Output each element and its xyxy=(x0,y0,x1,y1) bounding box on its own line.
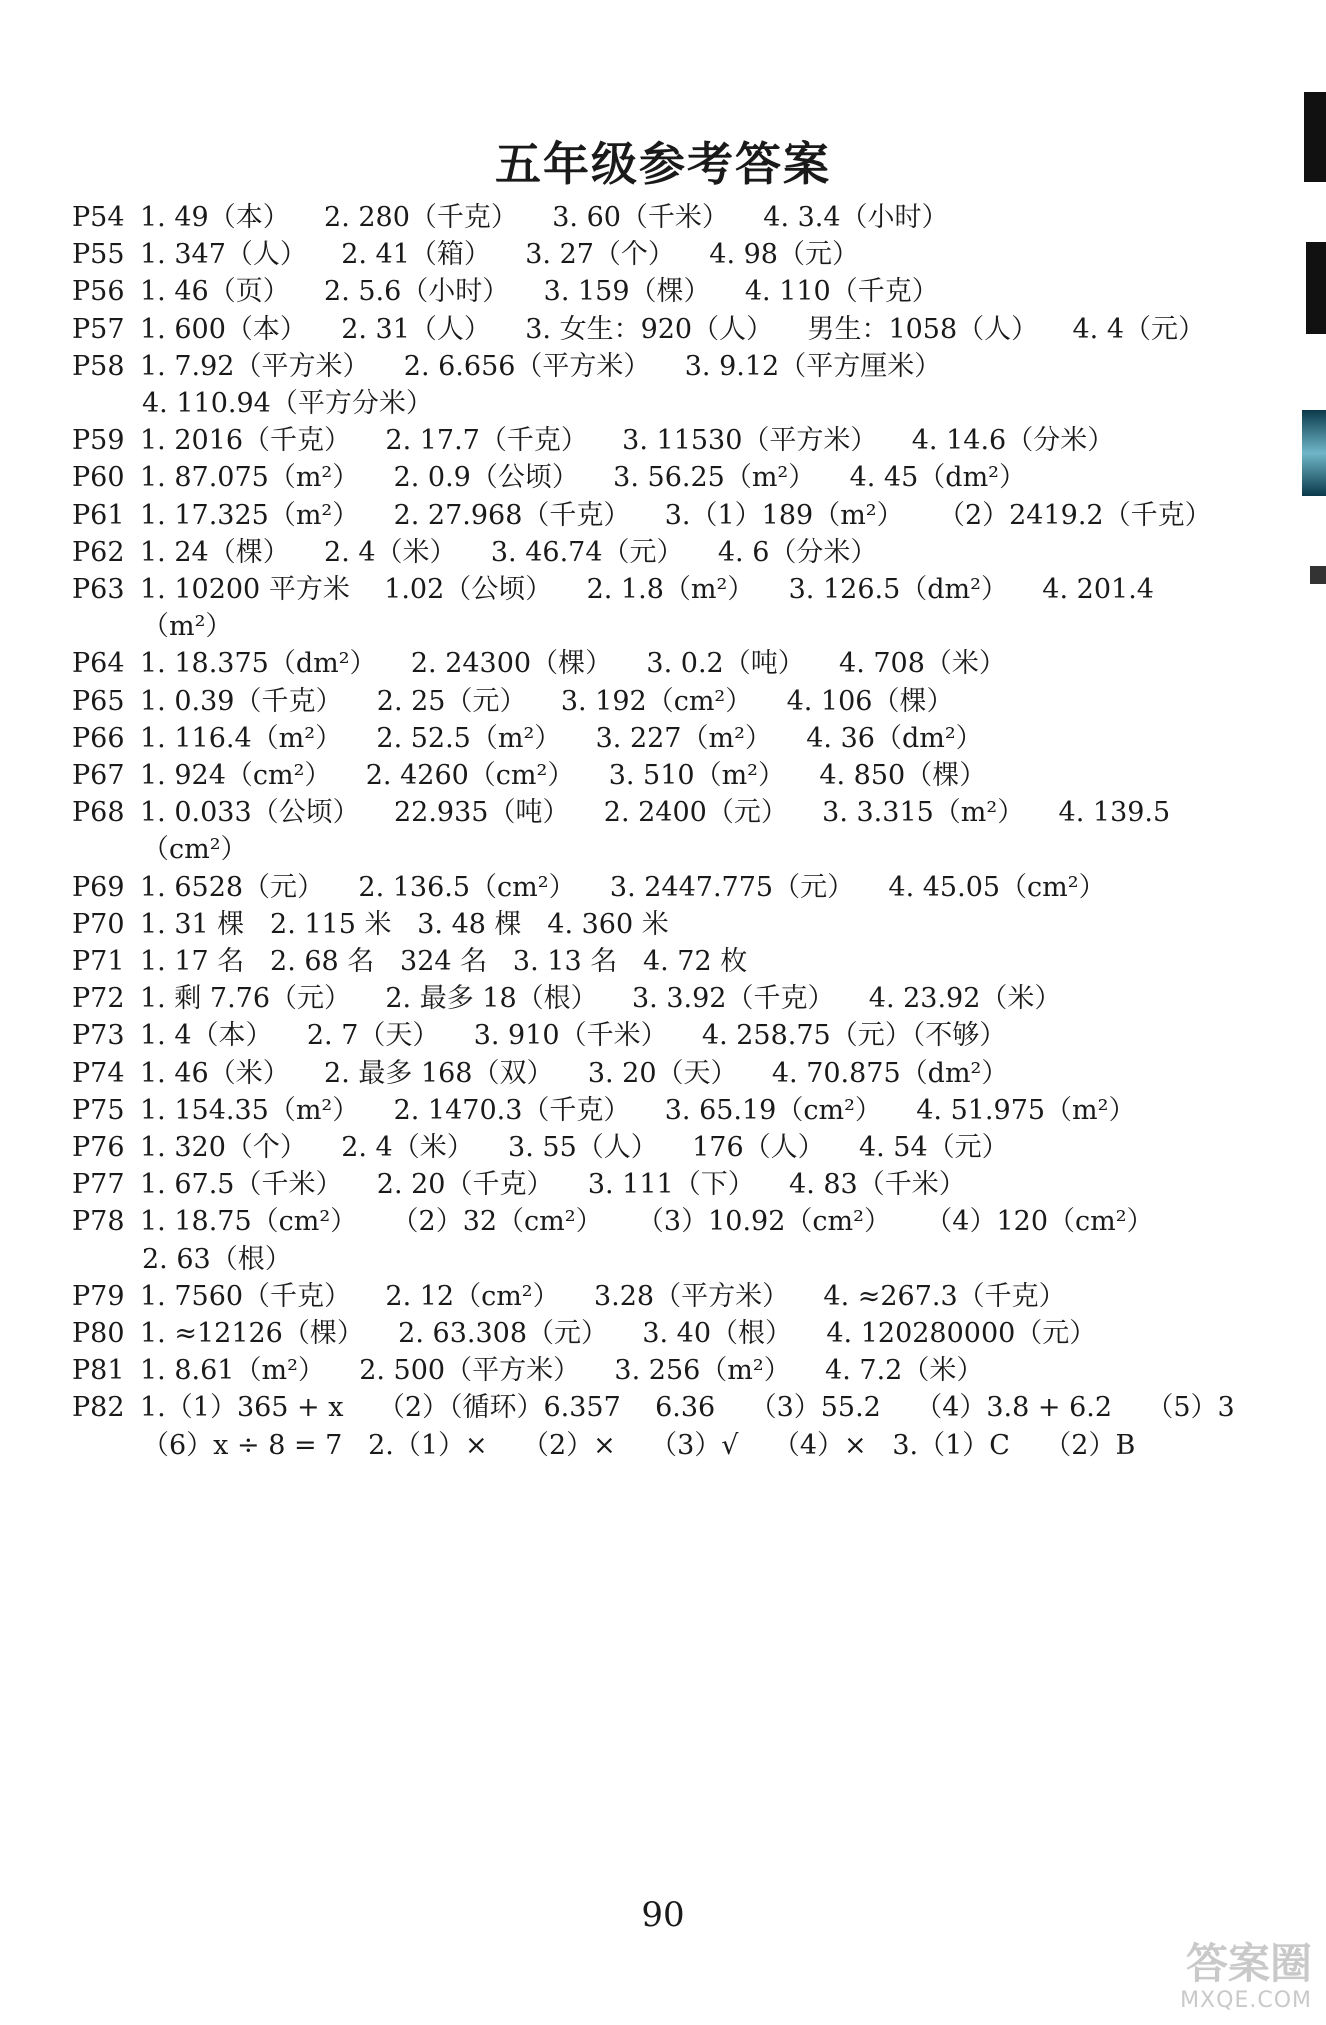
page-code: P59 xyxy=(72,425,125,457)
page-code: P65 xyxy=(72,685,125,717)
page-title: 五年级参考答案 xyxy=(495,137,831,191)
page-code: P55 xyxy=(72,239,125,271)
page-code: P62 xyxy=(72,536,125,568)
page-code: P61 xyxy=(72,499,125,531)
answer-text: 1. 31 棵 2. 115 米 3. 48 棵 4. 360 米 xyxy=(140,908,669,940)
page-code: P81 xyxy=(72,1355,125,1387)
answer-text: 1. 67.5（千米） 2. 20（千克） 3. 111（下） 4. 83（千米） xyxy=(140,1169,966,1201)
answer-text: 1. 18.75（cm²） （2）32（cm²） （3）10.92（cm²） （4）120（cm²） xyxy=(140,1206,1154,1238)
page-code: P63 xyxy=(72,574,125,605)
page-code: P73 xyxy=(72,1020,125,1052)
answer-text: 1. 49（本） 2. 280（千克） 3. 60（千米） 4. 3.4（小时） xyxy=(140,202,949,233)
answer-text: 1. 6528（元） 2. 136.5（cm²） 3. 2447.775（元） 4. 45.05（cm²） xyxy=(140,871,1106,903)
page-code: P80 xyxy=(72,1318,125,1349)
page-code: P70 xyxy=(72,908,125,940)
page-code: P77 xyxy=(72,1169,125,1201)
answer-text: 1. 17.325（m²） 2. 27.968（千克） 3.（1）189（m²） （2）2419.2（千克） xyxy=(140,499,1212,531)
page-code: P58 xyxy=(72,350,125,382)
answer-text: 1. 7560（千克） 2. 12（cm²） 3.28（平方米） 4. ≈267.3（千克） xyxy=(140,1280,1066,1312)
answer-text: 1. 0.033（公顷） 22.935（吨） 2. 2400（元） 3. 3.315（m²） 4. 139.5 xyxy=(140,797,1171,829)
page-code: P79 xyxy=(72,1280,125,1312)
answer-text: 1. 154.35（m²） 2. 1470.3（千克） 3. 65.19（cm²） 4. 51.975（m²） xyxy=(140,1094,1136,1126)
answer-text: 1. 24（棵） 2. 4（米） 3. 46.74（元） 4. 6（分米） xyxy=(140,536,878,568)
edge-mark xyxy=(1310,566,1326,584)
page-code: P56 xyxy=(72,276,125,308)
answer-text: 1. 17 名 2. 68 名 324 名 3. 13 名 4. 72 枚 xyxy=(140,946,748,977)
page-code: P76 xyxy=(72,1132,125,1163)
answer-text: 1. 347（人） 2. 41（箱） 3. 27（个） 4. 98（元） xyxy=(140,239,859,271)
page-code: P78 xyxy=(72,1206,125,1238)
answer-text: 1. 0.39（千克） 2. 25（元） 3. 192（cm²） 4. 106（棵） xyxy=(140,685,954,717)
answer-text: 1. 18.375（dm²） 2. 24300（棵） 3. 0.2（吨） 4. 708（米） xyxy=(140,648,1006,680)
edge-mark xyxy=(1304,92,1326,182)
page-code: P54 xyxy=(72,202,125,233)
answer-text: （cm²） xyxy=(142,834,248,866)
page-number: 90 xyxy=(641,1895,685,1935)
watermark-logo: 答案圈 xyxy=(1185,1939,1312,1988)
page-code: P57 xyxy=(72,313,125,345)
page-code: P75 xyxy=(72,1094,125,1126)
page-code: P72 xyxy=(72,983,125,1015)
page-code: P60 xyxy=(72,462,125,494)
answer-text: （6）x ÷ 8 = 7 2.（1）× （2）× （3）√ （4）× 3.（1）C （2）B xyxy=(142,1429,1136,1461)
answer-text: 1. 46（米） 2. 最多 168（双） 3. 20（天） 4. 70.875（dm²） xyxy=(140,1057,1009,1089)
edge-mark xyxy=(1306,242,1326,334)
answer-text: 1. 87.075（m²） 2. 0.9（公顷） 3. 56.25（m²） 4. 45（dm²） xyxy=(140,462,1026,494)
page-code: P64 xyxy=(72,648,125,680)
answer-text: 1. 46（页） 2. 5.6（小时） 3. 159（棵） 4. 110（千克） xyxy=(140,276,939,308)
edge-mark xyxy=(1302,410,1326,496)
answer-text: 1. 4（本） 2. 7（天） 3. 910（千米） 4. 258.75（元）（不够） xyxy=(140,1020,1007,1052)
page-code: P71 xyxy=(72,946,125,977)
answer-text: 1. 10200 平方米 1.02（公顷） 2. 1.8（m²） 3. 126.5（dm²） 4. 201.4 xyxy=(140,574,1154,605)
watermark-url: MXQE.COM xyxy=(1180,1988,1312,2013)
answer-text: 1. 8.61（m²） 2. 500（平方米） 3. 256（m²） 4. 7.2（米） xyxy=(140,1355,984,1387)
page-code: P74 xyxy=(72,1057,125,1089)
answer-text: 1. 2016（千克） 2. 17.7（千克） 3. 11530（平方米） 4. 14.6（分米） xyxy=(140,425,1115,457)
answer-text: 1. 116.4（m²） 2. 52.5（m²） 3. 227（m²） 4. 36（dm²） xyxy=(140,722,983,754)
page-code: P69 xyxy=(72,871,125,903)
page-code: P66 xyxy=(72,722,125,754)
answer-text: 1. 924（cm²） 2. 4260（cm²） 3. 510（m²） 4. 850（棵） xyxy=(140,760,987,791)
answer-text: 4. 110.94（平方分米） xyxy=(142,388,433,419)
answer-text: 1. 7.92（平方米） 2. 6.656（平方米） 3. 9.12（平方厘米） xyxy=(140,350,942,382)
answer-text: 1. 320（个） 2. 4（米） 3. 55（人） 176（人） 4. 54（元） xyxy=(140,1132,1009,1163)
answer-text: 1. 剩 7.76（元） 2. 最多 18（根） 3. 3.92（千克） 4. 23.92（米） xyxy=(140,983,1062,1015)
watermark xyxy=(952,1940,1312,2020)
page-code: P68 xyxy=(72,797,125,829)
answer-text: 2. 63（根） xyxy=(142,1243,292,1275)
answer-text: （m²） xyxy=(142,611,233,643)
answer-row-continuation xyxy=(0,1424,1326,1468)
answer-text: 1.（1）365 + x （2）（循环）6.357 6.36 （3）55.2 （4）3.8 + 6.2 （5）3 xyxy=(140,1392,1235,1424)
page-code: P67 xyxy=(72,760,125,791)
answer-text: 1. 600（本） 2. 31（人） 3. 女生：920（人） 男生：1058（人） 4. 4（元） xyxy=(140,313,1206,345)
answer-text: 1. ≈12126（棵） 2. 63.308（元） 3. 40（根） 4. 120280000（元） xyxy=(140,1318,1097,1349)
page-code: P82 xyxy=(72,1392,125,1424)
